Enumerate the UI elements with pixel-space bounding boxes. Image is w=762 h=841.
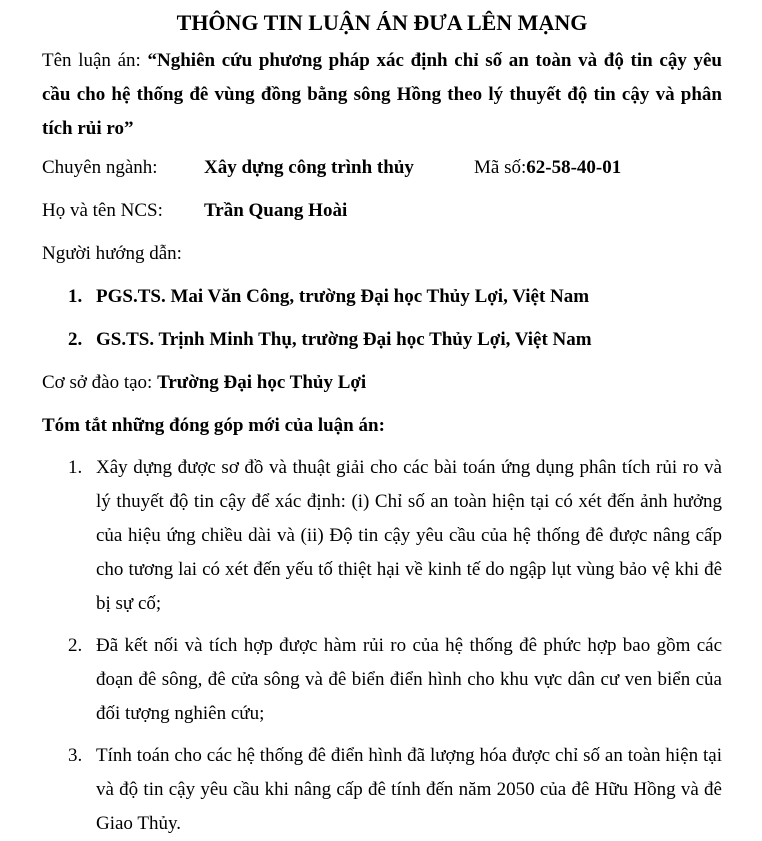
list-number: 1. bbox=[68, 286, 83, 307]
list-number: 2. bbox=[68, 635, 83, 656]
contribution-text: Tính toán cho các hệ thống đê điển hình đã lượng hóa được chỉ số an toàn hiện tại và độ tin cậy yêu cầu khi nâng cấp đê tính đến năm 2050 của đê Hữu Hồng và đê Giao Thủy. bbox=[96, 745, 722, 834]
major-value: Xây dựng công trình thủy bbox=[204, 157, 414, 178]
contributions-list bbox=[42, 451, 722, 841]
contribution-text: Xây dựng được sơ đồ và thuật giải cho các bài toán ứng dụng phân tích rủi ro và lý thuyết độ tin cậy để xác định: (i) Chỉ số an toàn hiện tại có xét đến ảnh hưởng của hiệu ứng chiều dài và (ii) Độ tin cậy yêu cầu của hệ thống đê được nâng cấp cho tương lai có xét đến yếu tố thiệt hại về kinh tế do ngập lụt vùng bảo vệ khi đê bị sự cố; bbox=[96, 457, 722, 614]
list-item bbox=[42, 739, 722, 841]
student-name: Trần Quang Hoài bbox=[204, 200, 348, 221]
list-number: 1. bbox=[68, 457, 83, 478]
code-value: 62-58-40-01 bbox=[526, 157, 622, 178]
institution-row bbox=[42, 361, 722, 404]
student-label: Họ và tên NCS: bbox=[42, 200, 163, 221]
thesis-label: Tên luận án: bbox=[42, 50, 148, 71]
code-label: Mã số: bbox=[474, 157, 527, 178]
contributions-heading: Tóm tắt những đóng góp mới của luận án: bbox=[42, 415, 385, 436]
thesis-title-paragraph bbox=[42, 44, 722, 146]
advisor-text: PGS.TS. Mai Văn Công, trường Đại học Thủy Lợi, Việt Nam bbox=[96, 286, 590, 307]
institution-value: Trường Đại học Thủy Lợi bbox=[157, 372, 367, 393]
student-row bbox=[42, 189, 722, 232]
page-title: THÔNG TIN LUẬN ÁN ĐƯA LÊN MẠNG bbox=[176, 10, 588, 35]
major-label: Chuyên ngành: bbox=[42, 157, 158, 178]
advisors-list bbox=[42, 275, 722, 361]
list-item bbox=[42, 629, 722, 731]
thesis-name: “Nghiên cứu phương pháp xác định chỉ số an toàn và độ tin cậy yêu cầu cho hệ thống đê vùng đồng bằng sông Hồng theo lý thuyết độ tin cậy và phân tích rủi ro” bbox=[42, 50, 722, 139]
list-item bbox=[42, 318, 722, 361]
advisors-label: Người hướng dẫn: bbox=[42, 243, 182, 264]
contribution-text: Đã kết nối và tích hợp được hàm rủi ro của hệ thống đê phức hợp bao gồm các đoạn đê sông, đê cửa sông và đê biển điển hình cho khu vực dân cư ven biển của đối tượng nghiên cứu; bbox=[96, 635, 722, 724]
list-item bbox=[42, 275, 722, 318]
advisor-text: GS.TS. Trịnh Minh Thụ, trường Đại học Thủy Lợi, Việt Nam bbox=[96, 329, 592, 350]
list-number: 2. bbox=[68, 329, 83, 350]
list-item bbox=[42, 451, 722, 621]
list-number: 3. bbox=[68, 745, 83, 766]
major-row bbox=[42, 146, 722, 189]
institution-label: Cơ sở đào tạo: bbox=[42, 372, 158, 393]
